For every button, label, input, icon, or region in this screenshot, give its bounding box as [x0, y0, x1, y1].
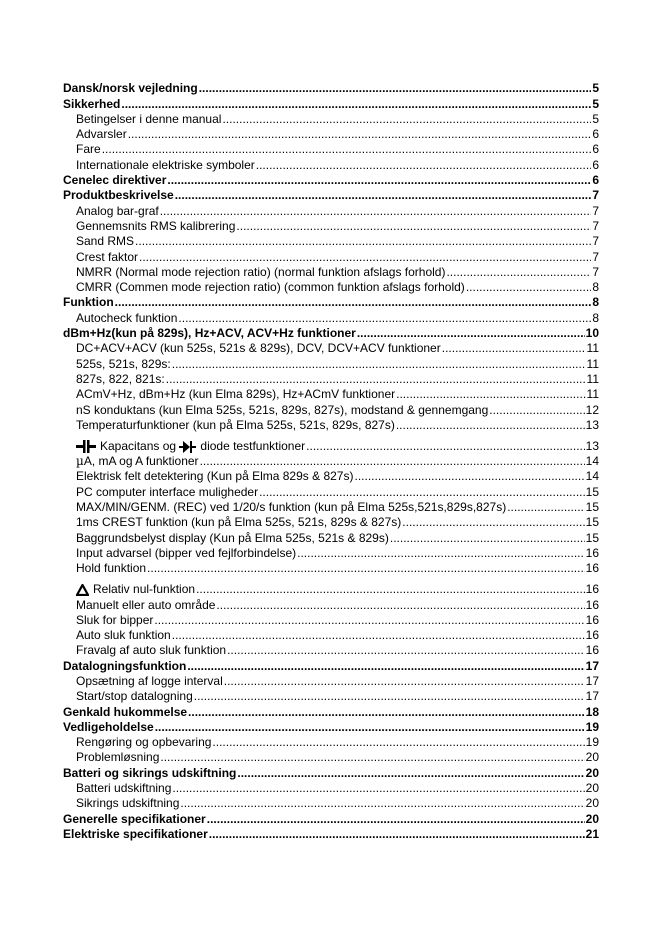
- toc-page-number: 16: [585, 597, 599, 612]
- toc-page-number: 5: [592, 81, 599, 96]
- toc-entry[interactable]: [63, 325, 599, 340]
- toc-page-number: 7: [592, 234, 599, 249]
- dot-leader: [102, 142, 592, 156]
- toc-entry[interactable]: [63, 279, 599, 294]
- toc-page-number: 13: [585, 417, 599, 432]
- dot-leader: [155, 720, 585, 734]
- toc-entry-title: [76, 546, 296, 560]
- toc-entry[interactable]: [63, 187, 599, 202]
- toc-entry-label: Datalogningsfunktion: [63, 658, 187, 673]
- toc-entry-title: [76, 403, 488, 417]
- toc-entry-title: [76, 341, 441, 355]
- toc-entry-title: [76, 250, 138, 264]
- toc-entry-title: [76, 598, 215, 612]
- toc-page-number: 16: [585, 612, 599, 627]
- toc-entry[interactable]: [63, 529, 599, 544]
- toc-entry-title: [76, 280, 465, 294]
- toc-entry[interactable]: [63, 126, 599, 141]
- toc-page-number: 20: [585, 750, 599, 765]
- dot-leader: [172, 357, 586, 371]
- toc-entry-title: [76, 689, 193, 703]
- dot-leader: [396, 387, 585, 401]
- toc-entry[interactable]: [63, 764, 599, 779]
- dot-leader: [194, 689, 585, 703]
- toc-entry-label: Fare: [76, 142, 101, 157]
- toc-entry[interactable]: [63, 95, 599, 110]
- toc-page-number: 6: [592, 142, 599, 157]
- capacitor-icon: [76, 440, 96, 453]
- toc-page-number: 21: [585, 826, 599, 841]
- toc-entry-title: [76, 127, 127, 141]
- toc-page-number: 8: [592, 310, 599, 325]
- dot-leader: [199, 81, 592, 95]
- toc-page-number: 17: [585, 658, 599, 673]
- toc-entry-label: Autocheck funktion: [76, 310, 178, 325]
- toc-page-number: 13: [585, 438, 599, 453]
- toc-entry-title: [76, 515, 401, 529]
- dot-leader: [216, 598, 584, 612]
- toc-entry[interactable]: [63, 233, 599, 248]
- toc-page-number: 11: [586, 371, 599, 386]
- toc-entry[interactable]: [63, 596, 599, 611]
- toc-entry-label: Manuelt eller auto område: [76, 597, 216, 612]
- toc-entry-label: Problemløsning: [76, 750, 160, 765]
- toc-entry[interactable]: [63, 355, 599, 370]
- toc-entry-title: [63, 766, 236, 780]
- dot-leader: [222, 112, 591, 126]
- toc-page-number: 16: [585, 628, 599, 643]
- dot-leader: [297, 546, 585, 560]
- toc-entry-title: [76, 582, 195, 596]
- toc-entry[interactable]: [63, 468, 599, 483]
- toc-entry-label: Elektriske specifikationer: [63, 826, 208, 841]
- dot-leader: [489, 403, 584, 417]
- toc-entry-title: [76, 204, 159, 218]
- toc-entry-label-2: diode testfunktioner: [200, 438, 306, 453]
- dot-leader: [128, 127, 592, 141]
- toc-entry-label: Input advarsel (bipper ved fejlforbindelse): [76, 545, 297, 560]
- toc-entry-label: Betingelser i denne manual: [76, 111, 222, 126]
- dot-leader: [180, 796, 584, 810]
- dot-leader: [224, 674, 585, 688]
- dot-leader: [167, 173, 591, 187]
- dot-leader: [196, 582, 585, 596]
- toc-entry-label: A, mA og A funktioner: [83, 454, 199, 469]
- toc-page-number: 16: [585, 545, 599, 560]
- dot-leader: [236, 219, 591, 233]
- toc-page-number: 20: [585, 781, 599, 796]
- dot-leader: [187, 659, 584, 673]
- toc-entry[interactable]: [63, 575, 599, 596]
- dot-leader: [188, 705, 585, 719]
- toc-entry-title: [76, 796, 179, 810]
- toc-entry[interactable]: [63, 340, 599, 355]
- toc-entry-label: Baggrundsbelyst display (Kun på Elma 525s, 521s & 829s): [76, 530, 389, 545]
- table-of-contents: [63, 80, 599, 841]
- toc-entry-title: [76, 357, 171, 371]
- toc-entry-title: [76, 439, 305, 453]
- toc-entry[interactable]: [63, 248, 599, 263]
- toc-entry-label: Start/stop datalogning: [76, 689, 193, 704]
- toc-entry[interactable]: [63, 371, 599, 386]
- toc-page-number: 8: [592, 295, 599, 310]
- toc-entry-title: [76, 311, 177, 325]
- toc-entry-label: Produktbeskrivelse: [63, 188, 174, 203]
- toc-entry-label: Crest faktor: [76, 249, 139, 264]
- toc-entry[interactable]: [63, 432, 599, 453]
- dot-leader: [178, 311, 591, 325]
- dot-leader: [390, 531, 585, 545]
- toc-entry-label: Opsætning af logge interval: [76, 673, 223, 688]
- toc-entry[interactable]: [63, 673, 599, 688]
- toc-entry-title: [76, 750, 159, 764]
- dot-leader: [147, 561, 585, 575]
- toc-entry-label: Generelle specifikationer: [63, 811, 206, 826]
- toc-entry[interactable]: [63, 386, 599, 401]
- toc-entry[interactable]: [63, 483, 599, 498]
- toc-entry-title: [63, 97, 120, 111]
- dot-leader: [396, 418, 585, 432]
- toc-page-number: 6: [592, 173, 599, 188]
- dot-leader: [354, 469, 584, 483]
- toc-entry[interactable]: [63, 218, 599, 233]
- toc-entry[interactable]: [63, 264, 599, 279]
- toc-entry-label: Rengøring og opbevaring: [76, 735, 212, 750]
- toc-entry-label: 525s, 521s, 829s:: [76, 356, 171, 371]
- dot-leader: [466, 280, 592, 294]
- toc-entry[interactable]: [63, 401, 599, 416]
- toc-entry-title: [76, 485, 258, 499]
- toc-page-number: 20: [585, 765, 599, 780]
- micro-symbol: µ: [76, 454, 84, 469]
- toc-entry-label: Batteri udskiftning: [76, 781, 172, 796]
- dot-leader: [227, 643, 585, 657]
- toc-entry-title: [76, 372, 165, 386]
- toc-entry-label: MAX/MIN/GENM. (REC) ved 1/20/s funktion (kun på Elma 525s,521s,829s,827s): [76, 500, 507, 515]
- toc-page-number: 7: [592, 218, 599, 233]
- toc-page-number: 17: [585, 689, 599, 704]
- toc-page-number: 12: [585, 402, 599, 417]
- toc-entry-label: Fravalg af auto sluk funktion: [76, 643, 227, 658]
- toc-entry[interactable]: [63, 612, 599, 627]
- toc-entry-title: [76, 387, 395, 401]
- toc-entry[interactable]: [63, 294, 599, 309]
- toc-page-number: 15: [585, 530, 599, 545]
- toc-entry-title: [76, 418, 395, 432]
- toc-entry-title: [76, 142, 101, 156]
- toc-entry[interactable]: [63, 172, 599, 187]
- toc-entry-label: PC computer interface muligheder: [76, 484, 259, 499]
- toc-entry[interactable]: [63, 417, 599, 432]
- toc-entry[interactable]: [63, 642, 599, 657]
- toc-page-number: 7: [592, 264, 599, 279]
- toc-entry-title: [63, 81, 198, 95]
- toc-page-number: 16: [585, 582, 599, 597]
- toc-page-number: 19: [585, 719, 599, 734]
- toc-entry-label: Internationale elektriske symboler: [76, 157, 255, 172]
- toc-page-number: 7: [592, 203, 599, 218]
- toc-page-number: 10: [585, 326, 599, 341]
- toc-entry[interactable]: [63, 703, 599, 718]
- toc-page-number: 20: [585, 796, 599, 811]
- toc-entry[interactable]: [63, 627, 599, 642]
- toc-entry-label: dBm+Hz(kun på 829s), Hz+ACV, ACV+Hz funktioner: [63, 326, 356, 341]
- dot-leader: [160, 204, 592, 218]
- toc-entry-title: [76, 613, 153, 627]
- toc-page-number: 6: [592, 127, 599, 142]
- dot-leader: [172, 628, 585, 642]
- dot-leader: [172, 781, 584, 795]
- toc-page-number: 7: [592, 249, 599, 264]
- toc-entry-title: [63, 295, 114, 309]
- toc-entry-label: Genkald hukommelse: [63, 704, 188, 719]
- toc-entry-label: Hold funktion: [76, 561, 147, 576]
- toc-entry-title: [76, 454, 199, 468]
- toc-entry-label: Funktion: [63, 295, 114, 310]
- toc-entry-label: Gennemsnits RMS kalibrering: [76, 218, 236, 233]
- dot-leader: [115, 295, 592, 309]
- dot-leader: [442, 341, 586, 355]
- dot-leader: [507, 500, 584, 514]
- toc-page-number: 5: [592, 96, 599, 111]
- toc-entry[interactable]: [63, 545, 599, 560]
- toc-entry-title: [63, 326, 356, 340]
- toc-entry-label: 827s, 822, 821s:: [76, 371, 165, 386]
- toc-entry-label: Temperaturfunktioner (kun på Elma 525s, 521s, 829s, 827s): [76, 417, 395, 432]
- toc-entry-title: [63, 188, 174, 202]
- toc-entry[interactable]: [63, 688, 599, 703]
- toc-page-number: 14: [585, 454, 599, 469]
- toc-entry[interactable]: [63, 810, 599, 825]
- toc-page-number: 19: [585, 735, 599, 750]
- dot-leader: [402, 515, 584, 529]
- toc-entry[interactable]: [63, 826, 599, 841]
- toc-entry-title: [63, 812, 206, 826]
- toc-entry[interactable]: [63, 453, 599, 468]
- toc-entry[interactable]: [63, 560, 599, 575]
- toc-entry-title: [63, 659, 186, 673]
- toc-page-number: 15: [585, 515, 599, 530]
- toc-entry-label: nS konduktans (kun Elma 525s, 521s, 829s, 827s), modstand & gennemgang: [76, 402, 489, 417]
- toc-entry[interactable]: [63, 80, 599, 95]
- dot-leader: [209, 827, 585, 841]
- toc-entry-title: [63, 720, 154, 734]
- toc-entry-title: [63, 705, 187, 719]
- toc-entry-title: [76, 561, 146, 575]
- toc-page-number: 11: [586, 341, 599, 356]
- toc-page-number: 7: [592, 188, 599, 203]
- toc-entry-title: [63, 173, 166, 187]
- toc-page-number: 16: [585, 561, 599, 576]
- toc-entry-label: DC+ACV+ACV (kun 525s, 521s & 829s), DCV, DCV+ACV funktioner: [76, 341, 441, 356]
- toc-entry-title: [76, 735, 211, 749]
- toc-entry-title: [76, 234, 134, 248]
- toc-entry-label: Sluk for bipper: [76, 612, 154, 627]
- toc-entry-label: ACmV+Hz, dBm+Hz (kun Elma 829s), Hz+ACmV funktioner: [76, 387, 396, 402]
- toc-entry-label: Analog bar-graf: [76, 203, 159, 218]
- toc-entry[interactable]: [63, 202, 599, 217]
- diode-icon: [179, 441, 196, 453]
- delta-icon: [76, 584, 89, 596]
- toc-entry[interactable]: [63, 795, 599, 810]
- toc-entry[interactable]: [63, 719, 599, 734]
- toc-entry-label: Sand RMS: [76, 234, 135, 249]
- toc-entry[interactable]: [63, 734, 599, 749]
- toc-page-number: 20: [585, 811, 599, 826]
- toc-entry-label: Sikkerhed: [63, 96, 121, 111]
- toc-entry-label: Cenelec direktiver: [63, 173, 167, 188]
- toc-entry-title: [76, 531, 389, 545]
- toc-entry[interactable]: [63, 749, 599, 764]
- toc-entry-title: [76, 158, 255, 172]
- toc-entry[interactable]: [63, 499, 599, 514]
- dot-leader: [160, 750, 584, 764]
- toc-entry-label: Dansk/norsk vejledning: [63, 81, 198, 96]
- dot-leader: [237, 766, 584, 780]
- toc-entry-label: Elektrisk felt detektering (Kun på Elma 829s & 827s): [76, 469, 354, 484]
- dot-leader: [446, 265, 591, 279]
- toc-entry-title: [76, 781, 171, 795]
- dot-leader: [166, 372, 586, 386]
- dot-leader: [357, 326, 585, 340]
- dot-leader: [256, 158, 592, 172]
- dot-leader: [135, 234, 591, 248]
- toc-entry-title: [76, 643, 226, 657]
- toc-entry-label: CMRR (Commen mode rejection ratio) (common funktion afslags forhold): [76, 280, 465, 295]
- dot-leader: [175, 188, 592, 202]
- dot-leader: [259, 485, 585, 499]
- toc-entry-title: [76, 469, 353, 483]
- dot-leader: [121, 97, 591, 111]
- toc-page-number: 17: [585, 673, 599, 688]
- toc-entry-label: Batteri og sikrings udskiftning: [63, 765, 237, 780]
- dot-leader: [212, 735, 584, 749]
- toc-entry-label: NMRR (Normal mode rejection ratio) (normal funktion afslags forhold): [76, 264, 446, 279]
- dot-leader: [306, 439, 584, 453]
- toc-entry[interactable]: [63, 514, 599, 529]
- toc-page-number: 5: [592, 111, 599, 126]
- toc-entry-label: Sikrings udskiftning: [76, 796, 180, 811]
- toc-page-number: 11: [586, 356, 599, 371]
- toc-entry-title: [63, 827, 208, 841]
- toc-entry-title: [76, 219, 235, 233]
- dot-leader: [139, 250, 591, 264]
- toc-page-number: 14: [585, 469, 599, 484]
- toc-entry[interactable]: [63, 141, 599, 156]
- toc-page-number: 6: [592, 157, 599, 172]
- toc-entry-title: [76, 674, 223, 688]
- dot-leader: [200, 454, 585, 468]
- toc-entry-title: [76, 628, 171, 642]
- dot-leader: [154, 613, 584, 627]
- toc-entry-title: [76, 500, 506, 514]
- toc-entry-title: [76, 112, 221, 126]
- toc-page-number: 11: [586, 387, 599, 402]
- toc-entry-label: 1ms CREST funktion (kun på Elma 525s, 521s, 829s & 827s): [76, 515, 402, 530]
- toc-page-number: 18: [585, 704, 599, 719]
- toc-page-number: 16: [585, 643, 599, 658]
- toc-page-number: 15: [585, 500, 599, 515]
- toc-page-number: 8: [592, 280, 599, 295]
- toc-entry-label: Vedligeholdelse: [63, 719, 154, 734]
- toc-entry-title: [76, 265, 445, 279]
- toc-entry[interactable]: [63, 111, 599, 126]
- toc-entry-label: Kapacitans og: [100, 438, 177, 453]
- toc-page-number: 15: [585, 484, 599, 499]
- dot-leader: [207, 812, 585, 826]
- toc-entry-label: Auto sluk funktion: [76, 628, 171, 643]
- toc-entry[interactable]: [63, 309, 599, 324]
- toc-entry[interactable]: [63, 156, 599, 171]
- toc-entry[interactable]: [63, 780, 599, 795]
- toc-entry-label: Advarsler: [76, 127, 127, 142]
- toc-entry-label: Relativ nul-funktion: [93, 582, 196, 597]
- toc-entry[interactable]: [63, 657, 599, 672]
